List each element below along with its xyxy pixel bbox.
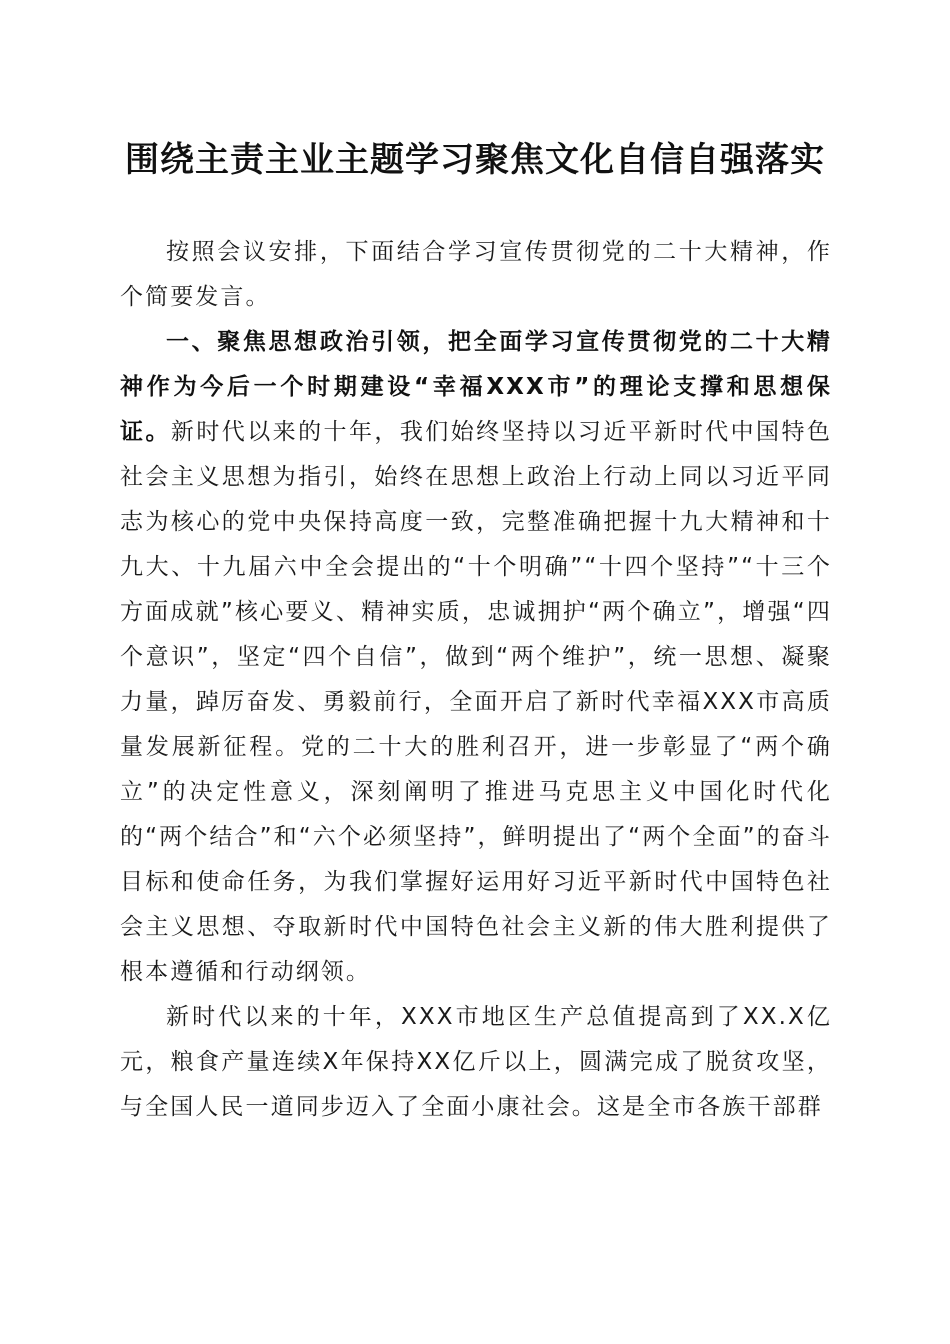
intro-paragraph: 按照会议安排，下面结合学习宣传贯彻党的二十大精神，作个简要发言。 (120, 239, 832, 310)
section-one-paragraph (120, 320, 832, 995)
document-body (120, 230, 832, 1130)
document-title: 围绕主责主业主题学习聚焦文化自信自强落实 (125, 140, 825, 180)
section-one-body: 新时代以来的十年，我们始终坚持以习近平新时代中国特色社会主义思想为指引，始终在思想上政治上行动上同以习近平同志为核心的党中央保持高度一致，完整准确把握十九大精神和十九大、十九届六中全会提出的“十个明确”“十四个坚持”“十三个方面成就”核心要义、精神实质，忠诚拥护“两个确立”，增强“四个意识”，坚定“四个自信”，做到“两个维护”，统一思想、凝聚力量，踔厉奋发、勇毅前行，全面开启了新时代幸福XXX市高质量发展新征程。党的二十大的胜利召开，进一步彰显了“两个确立”的决定性意义，深刻阐明了推进马克思主义中国化时代化的“两个结合”和“六个必须坚持”，鲜明提出了“两个全面”的奋斗目标和使命任务，为我们掌握好运用好习近平新时代中国特色社会主义思想、夺取新时代中国特色社会主义新的伟大胜利提供了根本遵循和行动纲领。 (120, 419, 832, 985)
section-one-heading: 一、聚焦思想政治引领，把全面学习宣传贯彻党的二十大精神作为今后一个时期建设“幸福XXX市”的理论支撑和思想保证。 (120, 329, 832, 445)
second-paragraph: 新时代以来的十年，XXX市地区生产总值提高到了XX.X亿元，粮食产量连续X年保持XX亿斤以上，圆满完成了脱贫攻坚，与全国人民一道同步迈入了全面小康社会。这是全市各族干部群 (120, 1004, 832, 1120)
